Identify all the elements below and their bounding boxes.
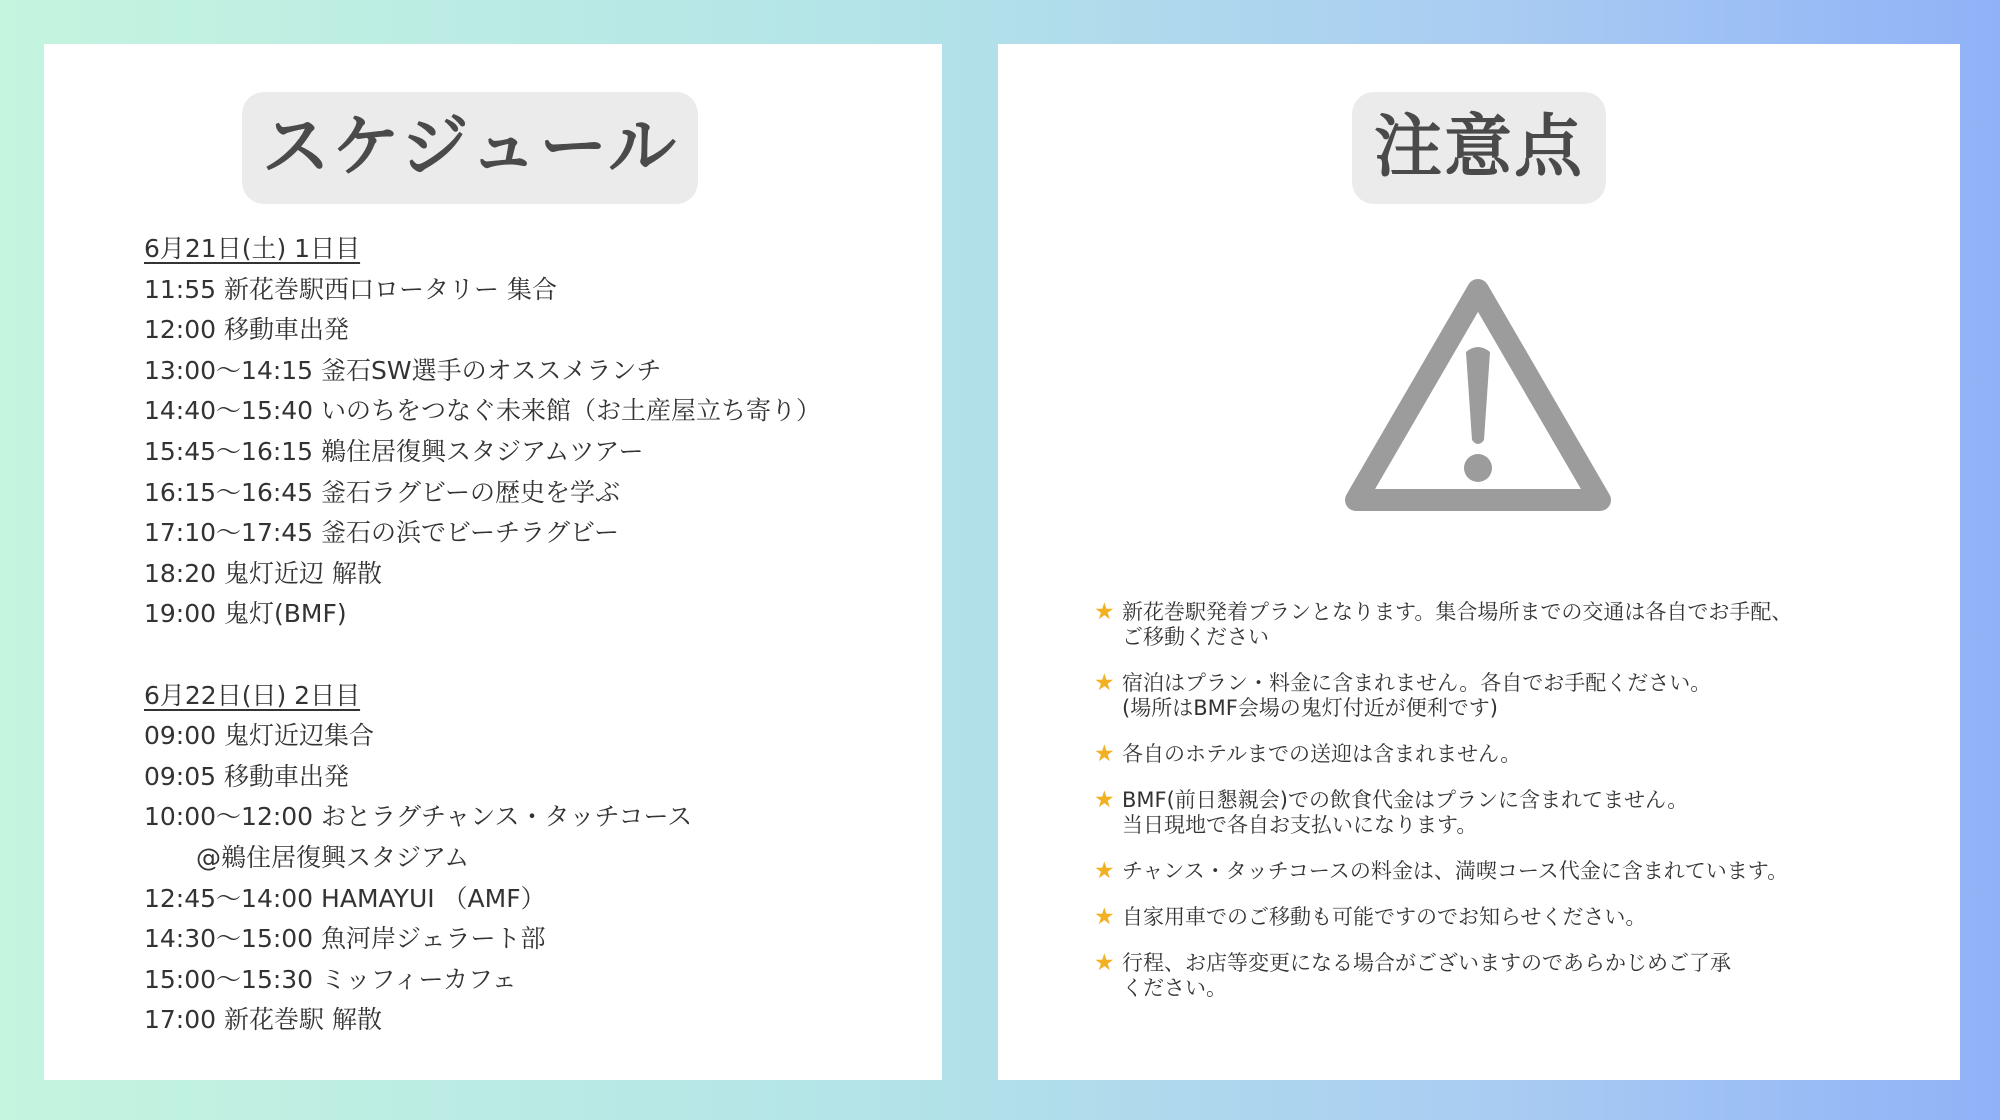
schedule-item: 17:10〜17:45 釜石の浜でビーチラグビー	[144, 518, 620, 548]
schedule-item-location: @鵜住居復興スタジアム	[196, 842, 470, 872]
note-text: 新花巻駅発着プランとなります。集合場所までの交通は各自でお手配、	[1122, 600, 1793, 624]
note-item	[1094, 742, 1934, 767]
schedule-item: 19:00 鬼灯(BMF)	[144, 599, 347, 629]
note-item	[1094, 951, 1934, 1001]
note-text: BMF(前日懇親会)での飲食代金はプランに含まれてません。	[1122, 788, 1689, 812]
note-item	[1094, 905, 1934, 930]
star-icon: ★	[1094, 858, 1115, 884]
schedule-list	[144, 229, 924, 1041]
note-text: 当日現地で各自お支払いになります。	[1122, 813, 1478, 837]
star-icon: ★	[1094, 904, 1115, 930]
note-text: ご移動ください	[1122, 625, 1269, 649]
schedule-title: スケジュール	[242, 92, 698, 204]
schedule-item: 15:45〜16:15 鵜住居復興スタジアムツアー	[144, 436, 644, 466]
schedule-item: 17:00 新花巻駅 解散	[144, 1005, 382, 1035]
note-text: (場所はBMF会場の鬼灯付近が便利です)	[1122, 696, 1498, 720]
note-text: ください。	[1122, 976, 1227, 1000]
notes-panel	[998, 44, 1960, 1080]
note-text: 自家用車でのご移動も可能ですのでお知らせください。	[1122, 905, 1647, 929]
schedule-item: 09:00 鬼灯近辺集合	[144, 721, 374, 751]
note-item	[1094, 671, 1934, 721]
star-icon: ★	[1094, 787, 1115, 813]
star-icon: ★	[1094, 741, 1115, 767]
day1-header: 6月21日(土) 1日目	[144, 234, 361, 263]
schedule-item: 09:05 移動車出発	[144, 761, 349, 791]
note-text: 各自のホテルまでの送迎は含まれません。	[1122, 742, 1522, 766]
schedule-item: 12:00 移動車出発	[144, 315, 349, 345]
schedule-item: 13:00〜14:15 釜石SW選手のオススメランチ	[144, 355, 662, 385]
schedule-item: 16:15〜16:45 釜石ラグビーの歴史を学ぶ	[144, 477, 621, 507]
notes-title: 注意点	[1352, 92, 1606, 204]
note-item	[1094, 600, 1934, 650]
schedule-item: 14:30〜15:00 魚河岸ジェラート部	[144, 924, 546, 954]
schedule-item: 15:00〜15:30 ミッフィーカフェ	[144, 964, 517, 994]
schedule-item: 10:00〜12:00 おとラグチャンス・タッチコース	[144, 802, 693, 832]
note-text: 宿泊はプラン・料金に含まれません。各自でお手配ください。	[1122, 671, 1712, 695]
note-item	[1094, 859, 1934, 884]
star-icon: ★	[1094, 950, 1115, 976]
warning-triangle-icon	[1338, 272, 1618, 522]
star-icon: ★	[1094, 670, 1115, 696]
schedule-item: 11:55 新花巻駅西口ロータリー 集合	[144, 274, 557, 304]
schedule-item: 14:40〜15:40 いのちをつなぐ未来館（お土産屋立ち寄り）	[144, 396, 822, 426]
notes-list	[1094, 600, 1934, 1022]
schedule-item: 18:20 鬼灯近辺 解散	[144, 558, 382, 588]
note-item	[1094, 788, 1934, 838]
star-icon: ★	[1094, 599, 1115, 625]
day2-header: 6月22日(日) 2日目	[144, 680, 361, 710]
schedule-panel	[44, 44, 942, 1080]
note-text: 行程、お店等変更になる場合がございますのであらかじめご了承	[1122, 951, 1731, 975]
note-text: チャンス・タッチコースの料金は、満喫コース代金に含まれています。	[1122, 859, 1789, 883]
schedule-item: 12:45〜14:00 HAMAYUI （AMF）	[144, 883, 546, 913]
day-spacer	[144, 635, 924, 676]
